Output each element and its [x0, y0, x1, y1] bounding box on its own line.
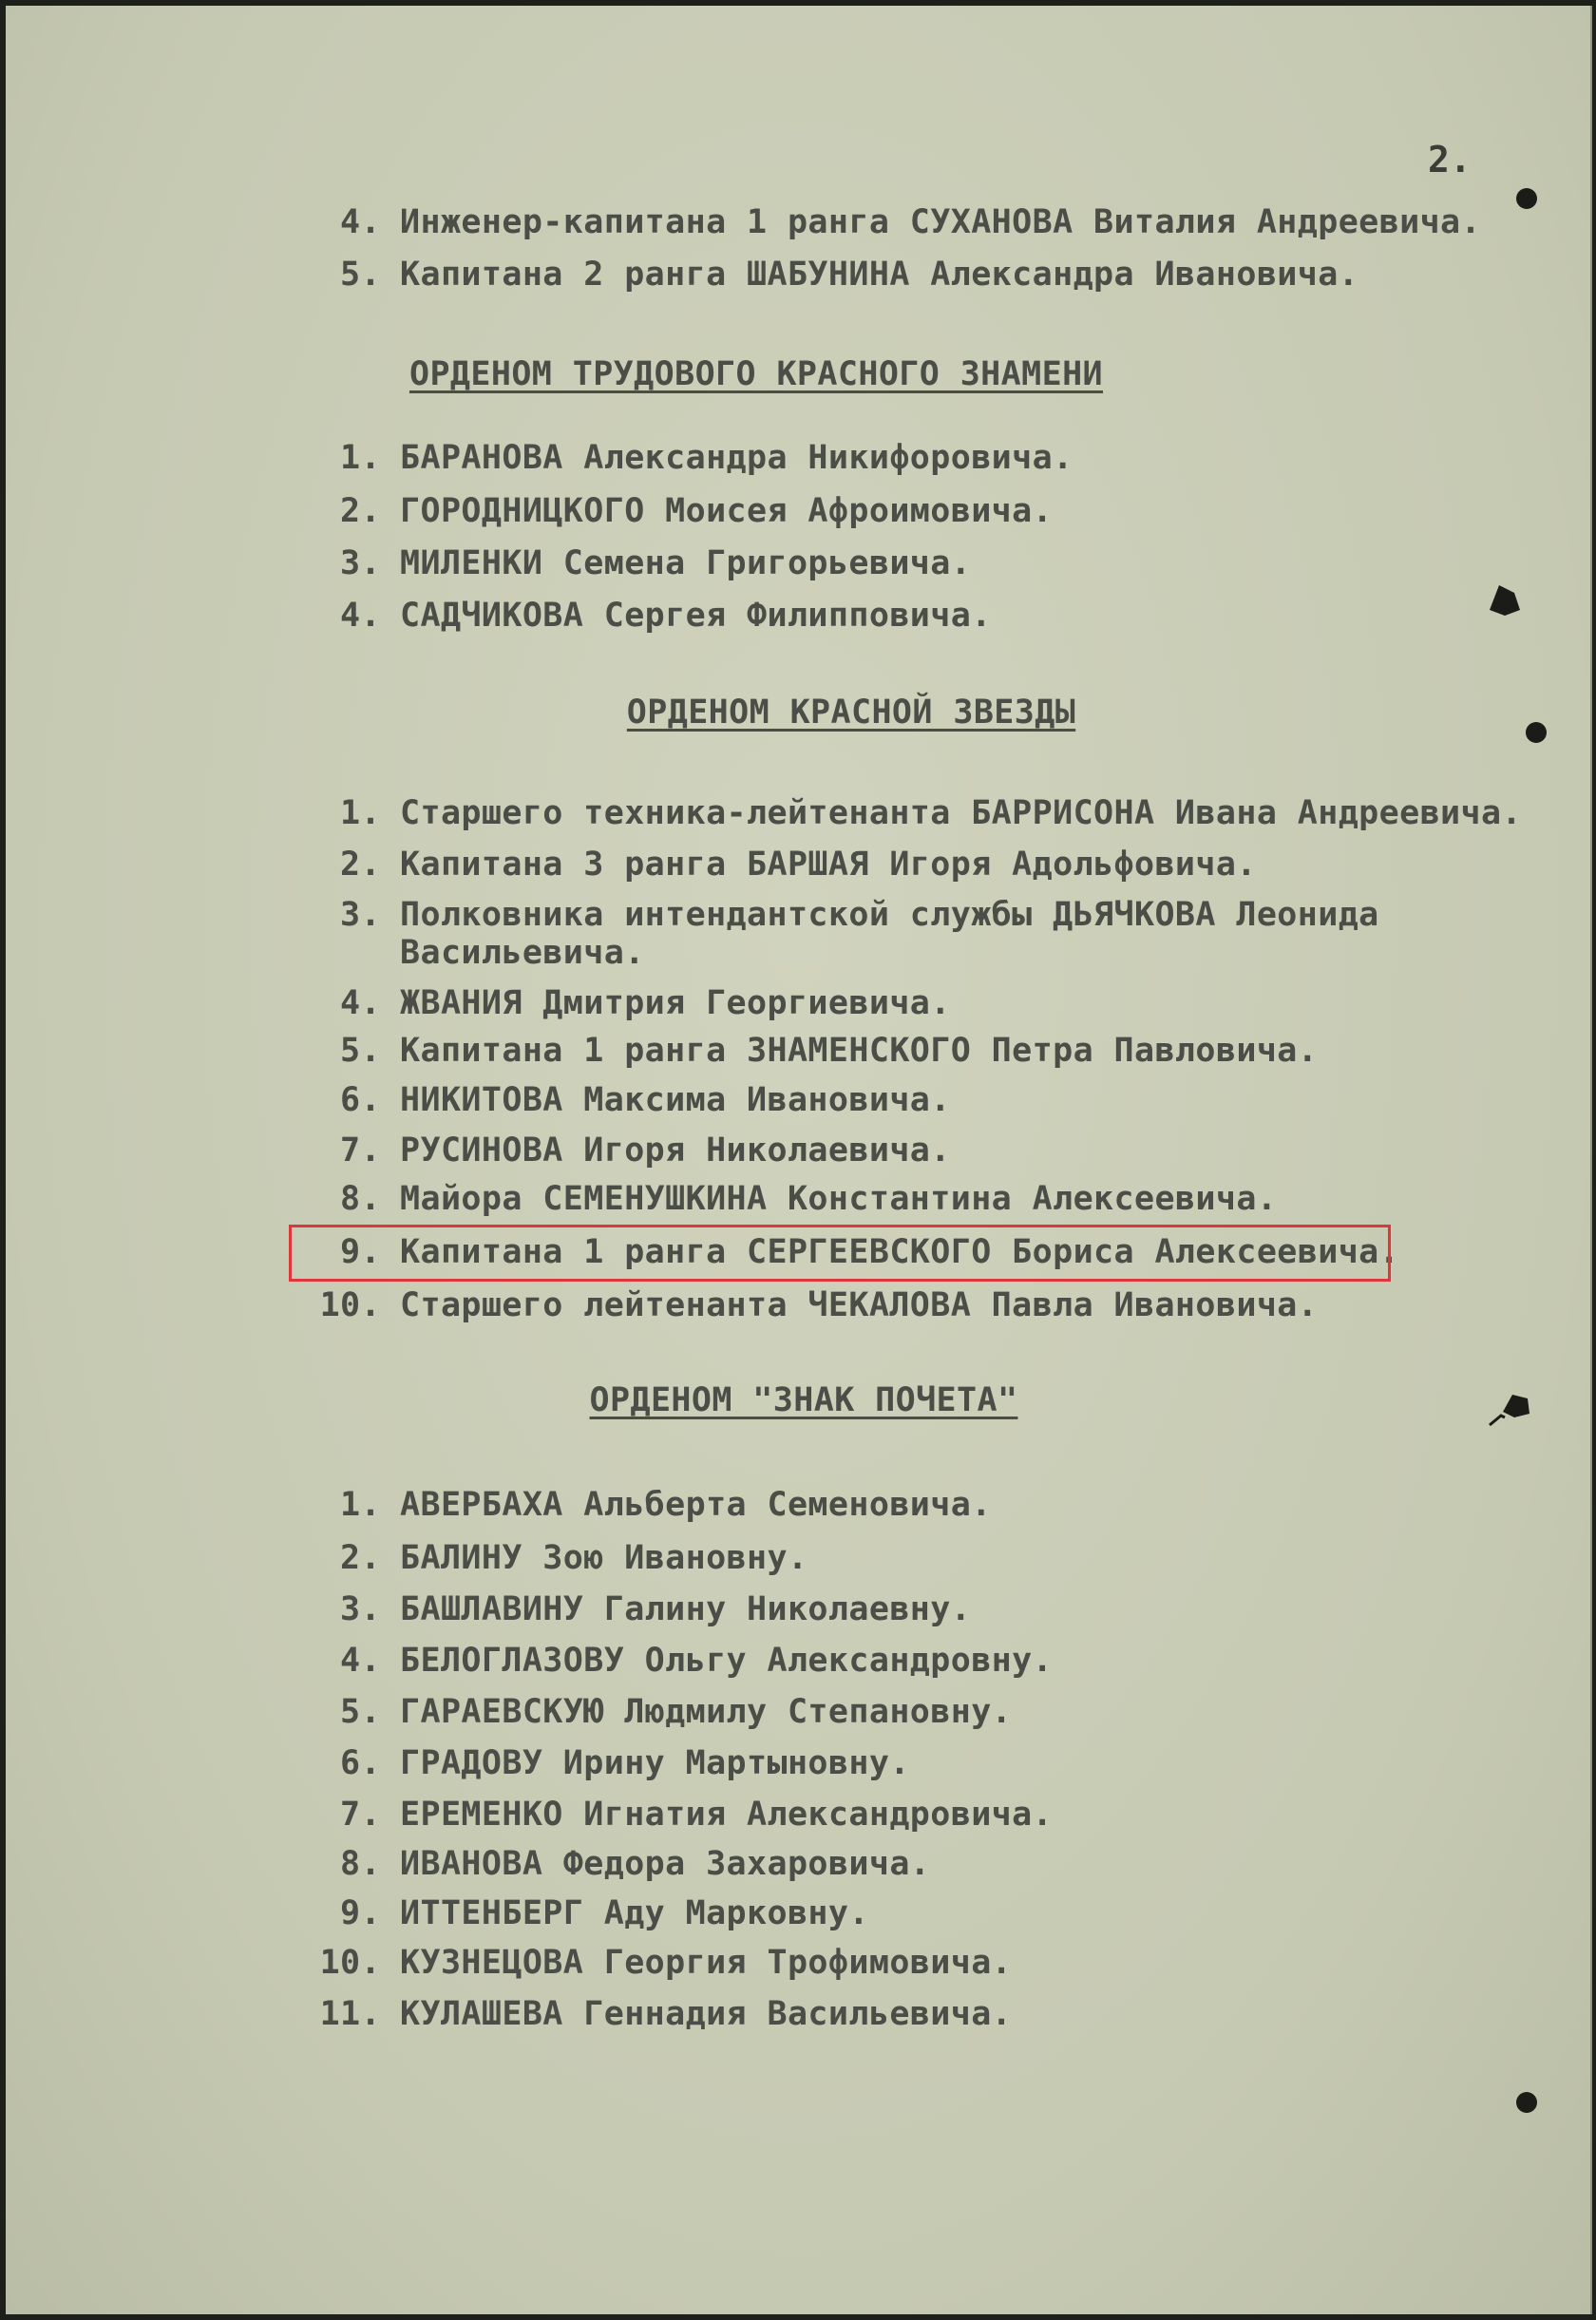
punch-hole [1526, 722, 1547, 743]
item-text: КУЛАШЕВА Геннадия Васильевича. [400, 1995, 1013, 2033]
list-item [300, 256, 1358, 294]
list-item [300, 794, 1522, 832]
list-item [300, 1796, 1053, 1834]
item-number: 4. [340, 203, 381, 241]
item-number: 7. [340, 1131, 381, 1170]
document-page [6, 6, 1592, 2314]
item-number: 5. [340, 1032, 381, 1070]
list-item [300, 1180, 1277, 1218]
list-item [300, 597, 992, 635]
item-number: 10. [319, 1286, 381, 1324]
item-number: 6. [340, 1744, 381, 1782]
item-text: ГРАДОВУ Ирину Мартыновну. [400, 1744, 910, 1782]
list-item [300, 1539, 808, 1577]
item-number: 2. [340, 492, 381, 530]
item-number: 4. [340, 984, 381, 1022]
list-item [300, 1845, 930, 1883]
item-text: БАРАНОВА Александра Никифоровича. [400, 439, 1074, 477]
list-item [300, 1486, 992, 1524]
list-item [300, 1693, 1012, 1731]
item-text: ИВАНОВА Федора Захаровича. [400, 1845, 931, 1883]
section-heading: ОРДЕНОМ "ЗНАК ПОЧЕТА" [589, 1381, 1018, 1419]
item-number: 6. [340, 1081, 381, 1119]
item-number: 2. [340, 1539, 381, 1577]
item-number: 8. [340, 1180, 381, 1218]
item-number: 2. [340, 846, 381, 884]
item-text: ГОРОДНИЦКОГО Моисея Афроимовича. [400, 492, 1054, 530]
list-item [300, 1995, 1012, 2033]
item-text: Майора СЕМЕНУШКИНА Константина Алексеевича. [400, 1180, 1278, 1218]
item-text: Инженер-капитана 1 ранга СУХАНОВА Виталия Андреевича. [400, 203, 1482, 241]
item-number: 3. [340, 896, 381, 934]
item-number: 4. [340, 597, 381, 635]
item-text: Полковника интендантской службы ДЬЯЧКОВА Леонида [400, 896, 1379, 934]
item-number: 4. [340, 1642, 381, 1680]
section-heading: ОРДЕНОМ ТРУДОВОГО КРАСНОГО ЗНАМЕНИ [408, 355, 1104, 393]
punch-hole-torn [1488, 1389, 1533, 1431]
list-item [300, 1894, 869, 1932]
item-number: 1. [340, 1486, 381, 1524]
item-text: Капитана 2 ранга ШАБУНИНА Александра Ивановича. [400, 256, 1359, 294]
item-number: 1. [340, 439, 381, 477]
highlight-box [289, 1225, 1391, 1282]
item-number: 3. [340, 544, 381, 582]
item-text: Капитана 1 ранга ЗНАМЕНСКОГО Петра Павловича. [400, 1032, 1319, 1070]
list-item [300, 1944, 1012, 1982]
list-item [300, 1131, 951, 1170]
section-heading: ОРДЕНОМ КРАСНОЙ ЗВЕЗДЫ [626, 694, 1076, 732]
item-number: 10. [319, 1944, 381, 1982]
item-text: Старшего техника-лейтенанта БАРРИСОНА Ивана Андреевича. [400, 794, 1522, 832]
list-item [300, 1642, 1053, 1680]
list-item [300, 1590, 971, 1628]
punch-hole [1516, 188, 1537, 209]
item-number: 9. [340, 1894, 381, 1932]
item-text: АВЕРБАХА Альберта Семеновича. [400, 1486, 992, 1524]
item-number: 9. [340, 1233, 381, 1271]
item-text: БАЛИНУ Зою Ивановну. [400, 1539, 808, 1577]
list-item [300, 439, 1074, 477]
punch-hole [1516, 2092, 1537, 2113]
item-text: НИКИТОВА Максима Ивановича. [400, 1081, 951, 1119]
item-text: ГАРАЕВСКУЮ Людмилу Степановну. [400, 1693, 1013, 1731]
item-text: САДЧИКОВА Сергея Филипповича. [400, 597, 992, 635]
list-item [300, 1081, 951, 1119]
page-number: 2. [1428, 139, 1472, 181]
item-text: ЖВАНИЯ Дмитрия Георгиевича. [400, 984, 951, 1022]
item-text: МИЛЕНКИ Семена Григорьевича. [400, 544, 972, 582]
list-item [300, 1032, 1318, 1070]
item-text: ЕРЕМЕНКО Игнатия Александровича. [400, 1796, 1054, 1834]
item-text: Капитана 1 ранга СЕРГЕЕВСКОГО Бориса Алексеевича. [400, 1233, 1400, 1271]
list-item [300, 1286, 1318, 1324]
punch-hole-torn [1482, 581, 1524, 619]
item-text-continued: Васильевича. [400, 934, 645, 972]
item-text: БАШЛАВИНУ Галину Николаевну. [400, 1590, 972, 1628]
item-number: 3. [340, 1590, 381, 1628]
item-number: 11. [319, 1995, 381, 2033]
list-item [300, 896, 1379, 972]
item-text: Старшего лейтенанта ЧЕКАЛОВА Павла Ивановича. [400, 1286, 1319, 1324]
item-text: Капитана 3 ранга БАРШАЯ Игоря Адольфовича. [400, 846, 1257, 884]
item-number: 1. [340, 794, 381, 832]
item-number: 5. [340, 256, 381, 294]
item-number: 5. [340, 1693, 381, 1731]
item-number: 7. [340, 1796, 381, 1834]
list-item [300, 846, 1257, 884]
item-number: 8. [340, 1845, 381, 1883]
list-item [300, 984, 951, 1022]
list-item [300, 492, 1053, 530]
list-item [300, 203, 1481, 241]
item-text: РУСИНОВА Игоря Николаевича. [400, 1131, 951, 1170]
item-text: ИТТЕНБЕРГ Аду Марковну. [400, 1894, 869, 1932]
item-text: БЕЛОГЛАЗОВУ Ольгу Александровну. [400, 1642, 1054, 1680]
item-text: КУЗНЕЦОВА Георгия Трофимовича. [400, 1944, 1013, 1982]
list-item [300, 1744, 910, 1782]
list-item [300, 544, 971, 582]
